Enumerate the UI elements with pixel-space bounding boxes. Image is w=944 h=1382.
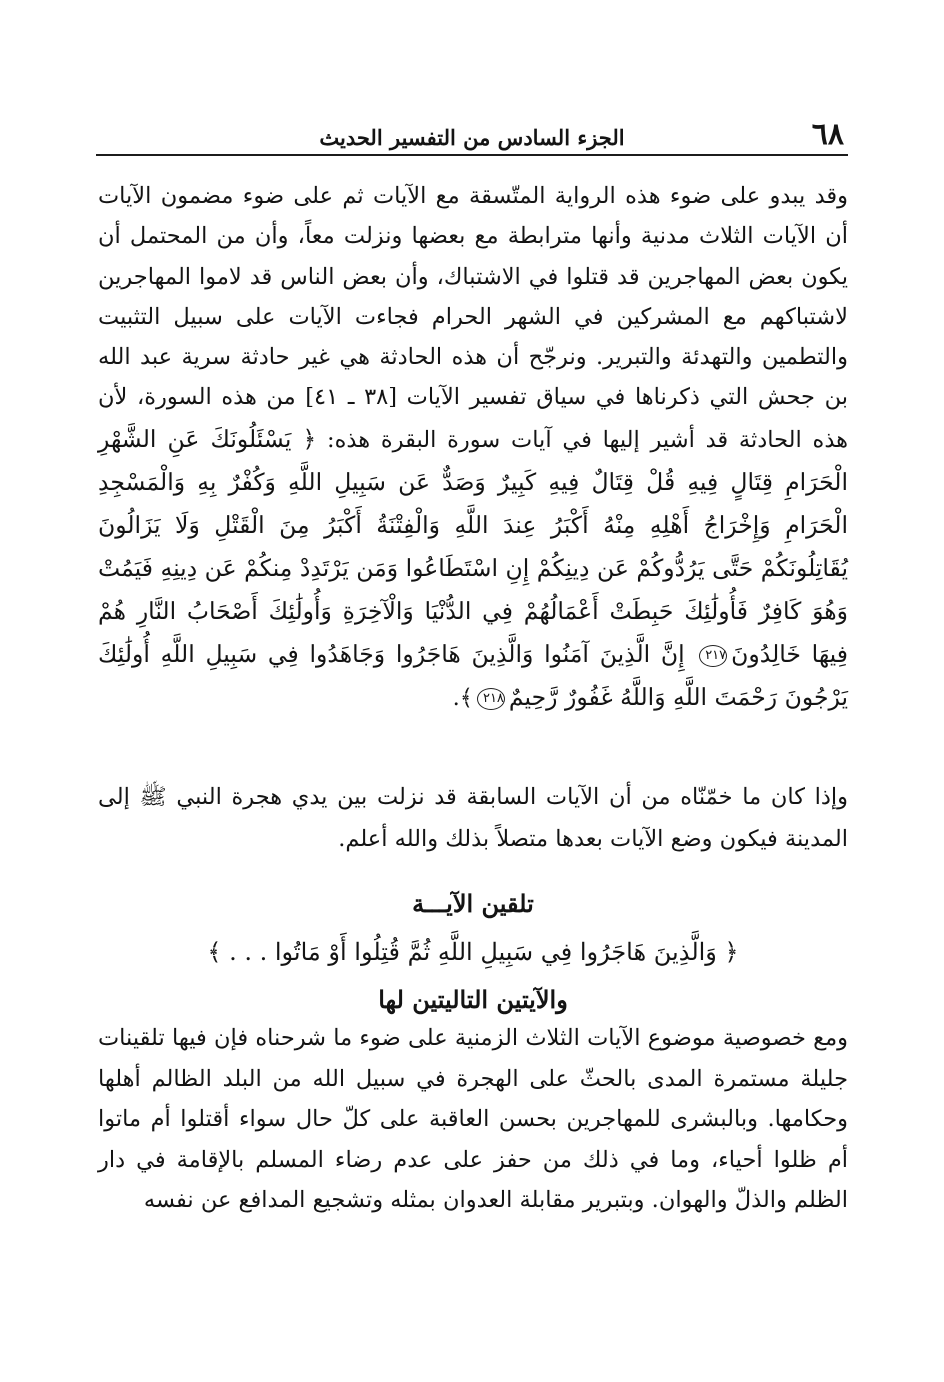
page-header (96, 110, 848, 156)
section-heading-title: تلقين الآيـــة (412, 889, 534, 918)
paragraph-hijra-note: وإذا كان ما خمّنّاه من أن الآيات السابقة قد نزلت بين يدي هجرة النبي ﷺ إلى المدينة فيكون وضع الآيات بعدها متصلاً بذلك والله أعلم. (98, 784, 848, 852)
verse-number-217: ٢١٧ (699, 645, 727, 667)
verse-number-218: ٢١٨ (477, 688, 505, 710)
paragraph-context-text: وقد يبدو على ضوء هذه الرواية المتّسقة مع الآيات ثم على ضوء مضمون الآيات أن الآيات الثلاث مدنية وأنها مترابطة مع بعضها ونزلت معاً، وأن من المحتمل أن يكون بعض المهاجرين قد قتلوا في الاشتباك، وأن بعض الناس قد لاموا المهاجرين لاشتباكهم مع المشركين في الشهر الحرام فجاءت الآيات على سبيل التثبيت والتطمين والتهدئة والتبرير. ونرجّح أن هذه الحادثة هي غير حادثة سرية عبد الله بن جحش التي ذكرناها في سياق تفسير الآيات [٣٨ ـ ٤١] من هذه السورة، لأن هذه الحادثة قد أشير إليها في آيات سورة البقرة هذه: (98, 183, 848, 453)
section-heading-verse: ﴿ وَالَّذِينَ هَاجَرُوا فِي سَبِيلِ اللَّهِ ثُمَّ قُتِلُوا أَوْ مَاتُوا . . . ﴾ (207, 938, 739, 966)
quran-verse-217: ﴿ يَسْئَلُونَكَ عَنِ الشَّهْرِ الْحَرَامِ قِتَالٍ فِيهِ قُلْ قِتَالٌ فِيهِ كَبِيرٌ وَصَدٌّ عَن سَبِيلِ اللَّهِ وَكُفْرٌ بِهِ وَالْمَسْجِدِ الْحَرَامِ وَإِخْرَاجُ أَهْلِهِ مِنْهُ أَكْبَرُ عِندَ اللَّهِ وَالْفِتْنَةُ أَكْبَرُ مِنَ الْقَتْلِ وَلَا يَزَالُونَ يُقَاتِلُونَكُمْ حَتَّى يَرُدُّوكُمْ عَن دِينِكُمْ إِنِ اسْتَطَاعُوا وَمَن يَرْتَدِدْ مِنكُمْ عَن دِينِهِ فَيَمُتْ وَهُوَ كَافِرٌ فَأُولَٰئِكَ حَبِطَتْ أَعْمَالُهُمْ فِي الدُّنْيَا وَالْآخِرَةِ وَأُولَٰئِكَ أَصْحَابُ النَّارِ هُمْ فِيهَا خَالِدُونَ (98, 424, 848, 668)
section-heading-subtitle: والآيتين التاليتين لها (378, 985, 568, 1014)
section-heading (98, 880, 848, 1024)
verse-closing-bracket: ﴾. (452, 684, 473, 711)
paragraph-lessons: ومع خصوصية موضوع الآيات الثلاث الزمنية على ضوء ما شرحناه فإن فيها تلقينات جليلة مستمرة المدى بالحثّ على الهجرة في سبيل الله من البلد الظالم أهلها وحكامها. وبالبشرى للمهاجرين بحسن العاقبة على كلّ حال سواء أقتلوا أم ماتوا أم ظلوا أحياء، وما في ذلك من حفز على عدم رضاء المسلم بالإقامة في دار الظلم والذلّ والهوان. وبتبرير مقابلة العدوان بمثله وتشجيع المدافع عن نفسه (98, 1025, 848, 1213)
paragraph-context (98, 176, 848, 719)
quran-verse-218: إِنَّ الَّذِينَ آمَنُوا وَالَّذِينَ هَاجَرُوا وَجَاهَدُوا فِي سَبِيلِ اللَّهِ أُولَٰئِكَ يَرْجُونَ رَحْمَتَ اللَّهِ وَاللَّهُ غَفُورٌ رَّحِيمٌ (98, 639, 848, 711)
running-title: الجزء السادس من التفسير الحديث (319, 125, 625, 150)
page-number: ٦٨ (811, 117, 844, 152)
